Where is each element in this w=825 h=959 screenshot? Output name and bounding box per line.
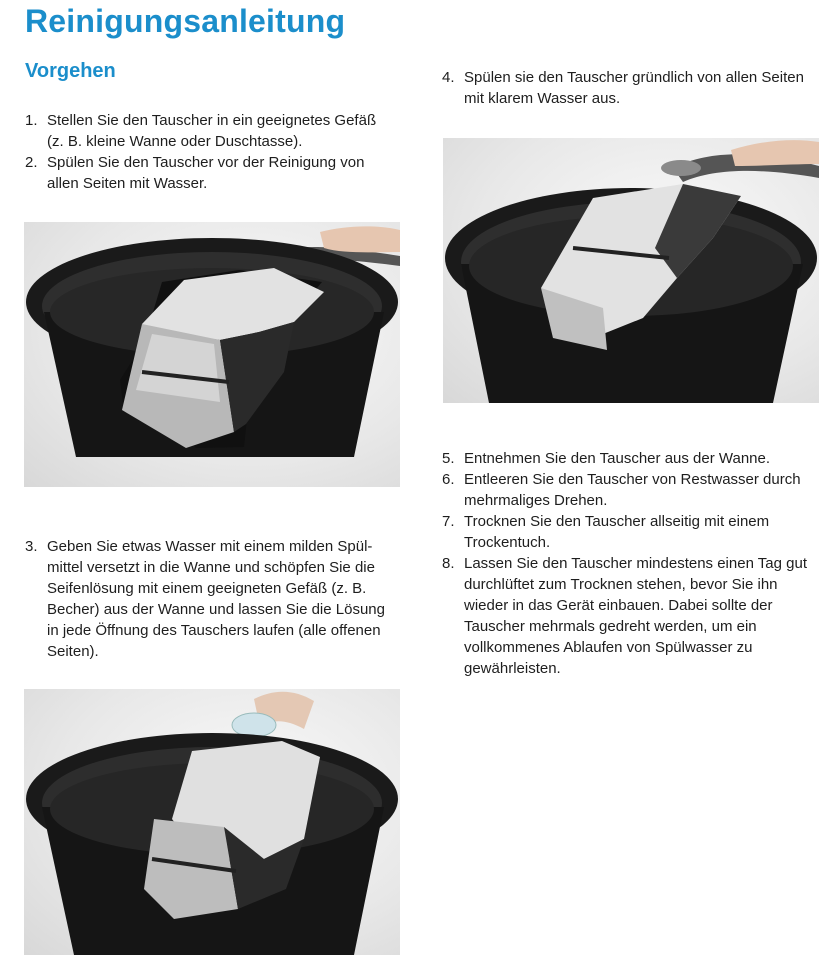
step-number: 6.	[442, 471, 455, 488]
page-title: Reinigungsanleitung	[25, 3, 346, 39]
section-heading: Vorgehen	[25, 60, 116, 82]
step-number: 2.	[25, 154, 38, 171]
step-item	[442, 469, 822, 511]
tub-exchanger-beaker-illustration	[24, 689, 400, 955]
step-list-right-top	[442, 67, 822, 109]
step-list-right-bottom	[442, 448, 822, 679]
step-item	[442, 67, 822, 109]
step-item	[25, 152, 385, 194]
photo-rinse-clear-water	[443, 138, 819, 403]
step-text: Spülen Sie den Tauscher vor der Reinigung von allen Seiten mit Wasser.	[47, 154, 365, 192]
photo-rinse-with-hose	[24, 222, 400, 487]
tub-exchanger-illustration	[24, 222, 400, 487]
step-number: 7.	[442, 513, 455, 530]
step-text: Geben Sie etwas Wasser mit einem milden Spül-mittel versetzt in die Wanne und schöpfen Sie die Seifenlösung mit einem geeigneten Gefäß (z. B. Becher) aus der Wanne und lassen Sie die Lösung in jede Öffnung des Tauschers laufen (alle offenen Seiten).	[47, 538, 385, 660]
step-text: Trocknen Sie den Tauscher allseitig mit einem Trockentuch.	[464, 513, 770, 551]
step-item	[25, 110, 385, 152]
step-number: 1.	[25, 112, 38, 129]
step-item	[25, 536, 385, 662]
step-text: Spülen sie den Tauscher gründlich von allen Seiten mit klarem Wasser aus.	[464, 69, 804, 107]
step-number: 4.	[442, 69, 455, 86]
step-text: Entleeren Sie den Tauscher von Restwasser durch mehrmaliges Drehen.	[464, 471, 801, 509]
step-text: Entnehmen Sie den Tauscher aus der Wanne.	[464, 450, 771, 467]
step-item	[442, 448, 822, 469]
step-item	[442, 553, 822, 679]
step-list-left-top	[25, 110, 385, 194]
step-item	[442, 511, 822, 553]
step-number: 3.	[25, 538, 38, 555]
step-text: Lassen Sie den Tauscher mindestens einen Tag gut durchlüftet zum Trocknen stehen, bevor Sie ihn wieder in das Gerät einbauen. Dabei sollte der Tauscher mehrmals gedreht werden, um ein vollkommenes Ablaufen von Spülwasser zu gewährleisten.	[464, 555, 808, 677]
step-number: 8.	[442, 555, 455, 572]
step-number: 5.	[442, 450, 455, 467]
step-text: Stellen Sie den Tauscher in ein geeignetes Gefäß (z. B. kleine Wanne oder Duschtasse).	[47, 112, 377, 150]
step-list-left-bottom	[25, 536, 385, 662]
photo-pour-soap-solution	[24, 689, 400, 955]
tub-exchanger-hose-illustration	[443, 138, 819, 403]
